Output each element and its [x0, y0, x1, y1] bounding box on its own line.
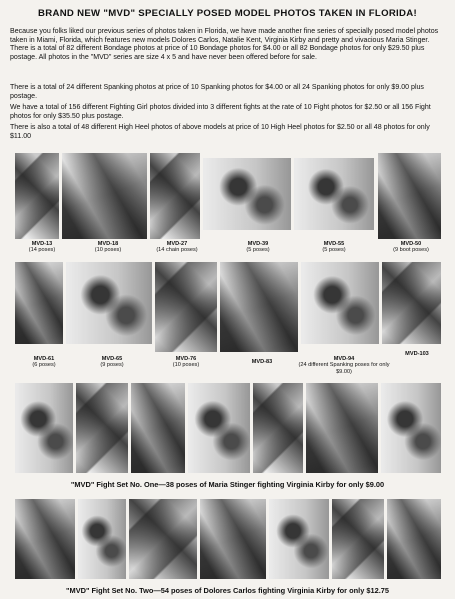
- spanking-paragraph: There is a total of 24 different Spanking photos at price of 10 Spanking photos for $4.00 or all 24 Spanking photos for only $9.00 plus postage.: [10, 84, 424, 100]
- caption-code: MVD-83: [251, 359, 273, 365]
- caption-code: MVD-13: [31, 241, 53, 247]
- fight-one-photo-2: [76, 383, 128, 473]
- fight-one-photo-3: [131, 383, 185, 473]
- fight-one-photo-5: [253, 383, 303, 473]
- caption-poses: (9 boot poses): [393, 247, 429, 254]
- photo-mvd-18: [62, 153, 147, 239]
- photo-mvd-65: [66, 262, 152, 344]
- caption-mvd-94: [296, 356, 392, 375]
- intro-paragraph: Because you folks liked our previous series of photos taken in Florida, we have made another fine series of specially posed model photos taken in Miami, Florida, which features new models Dolores Carlos, Natalie Kent, Virginia Kirby and pretty and vivacious Maria Stinger. There is a total of 82 different Bondage photos at price of 10 Bondage photos for $4.00 or all 82 Bondage photos for only $29.50 plus postage. All photos in the "MVD" series are size 4 x 5 and have never been offered before for sale.: [10, 28, 439, 61]
- fight-two-photo-6: [332, 499, 384, 579]
- caption-mvd-76: [156, 356, 216, 369]
- photo-mvd-76: [155, 262, 217, 352]
- fight-two-photo-2: [78, 499, 126, 579]
- photo-mvd-83: [220, 262, 298, 352]
- photo-mvd-50: [378, 153, 441, 239]
- photo-mvd-94: [301, 262, 379, 344]
- photo-mvd-27: [150, 153, 200, 239]
- photo-mvd-61: [15, 262, 63, 344]
- caption-mvd-27: [142, 241, 212, 254]
- fighting-paragraph: We have a total of 156 different Fighting Girl photos divided into 3 different fights at the rate of 10 Fight photos for $2.50 or all 156 Fight photos for only $35.50 plus postage.: [10, 104, 431, 120]
- photo-mvd-39: [203, 158, 291, 230]
- caption-mvd-39: [228, 241, 288, 254]
- fight-set-two-caption: "MVD" Fight Set No. Two—54 poses of Dolores Carlos fighting Virginia Kirby for only $12.75: [66, 586, 389, 595]
- caption-code: MVD-39: [247, 241, 269, 247]
- caption-poses: (10 poses): [94, 247, 122, 254]
- caption-poses: (14 poses): [28, 247, 56, 254]
- caption-poses: (5 poses): [322, 247, 346, 254]
- caption-mvd-55: [304, 241, 364, 254]
- high-heel-paragraph: There is also a total of 48 different High Heel photos of above models at price of 10 High Heel photos for $2.50 or all 48 photos for only $11.00: [10, 124, 430, 140]
- caption-mvd-13: [15, 241, 69, 254]
- fight-set-one-caption: "MVD" Fight Set No. One—38 poses of Maria Stinger fighting Virginia Kirby for only $9.00: [70, 480, 385, 489]
- caption-mvd-65: [82, 356, 142, 369]
- fight-one-photo-6: [306, 383, 378, 473]
- caption-code: MVD-103: [405, 351, 429, 357]
- caption-poses: (9 poses): [100, 362, 124, 369]
- fight-two-photo-4: [200, 499, 266, 579]
- caption-code: MVD-76: [175, 356, 197, 362]
- caption-poses: (5 poses): [246, 247, 270, 254]
- caption-poses: (6 poses): [32, 362, 56, 369]
- fight-two-photo-7: [387, 499, 441, 579]
- caption-mvd-83: [232, 359, 292, 365]
- caption-code: MVD-55: [323, 241, 345, 247]
- caption-mvd-50: [378, 241, 444, 254]
- fight-one-photo-7: [381, 383, 441, 473]
- caption-poses: (14 chain poses): [156, 247, 198, 254]
- fight-two-photo-5: [269, 499, 329, 579]
- caption-code: MVD-65: [101, 356, 123, 362]
- caption-code: MVD-94: [333, 356, 355, 362]
- caption-code: MVD-27: [166, 241, 188, 247]
- photo-mvd-13: [15, 153, 59, 239]
- fight-two-photo-1: [15, 499, 75, 579]
- fight-one-photo-1: [15, 383, 73, 473]
- caption-code: MVD-61: [33, 356, 55, 362]
- caption-mvd-103: [392, 351, 442, 357]
- fight-one-photo-4: [188, 383, 250, 473]
- fight-two-photo-3: [129, 499, 197, 579]
- caption-mvd-61: [15, 356, 73, 369]
- caption-code: MVD-18: [97, 241, 119, 247]
- page-title: BRAND NEW "MVD" SPECIALLY POSED MODEL PHOTOS TAKEN IN FLORIDA!: [38, 8, 417, 19]
- caption-poses: (10 poses): [172, 362, 200, 369]
- photo-mvd-55: [294, 158, 374, 230]
- photo-mvd-103: [382, 262, 441, 344]
- caption-code: MVD-50: [400, 241, 422, 247]
- caption-poses: (24 different Spanking poses for only $9.00): [298, 362, 390, 375]
- caption-mvd-18: [78, 241, 138, 254]
